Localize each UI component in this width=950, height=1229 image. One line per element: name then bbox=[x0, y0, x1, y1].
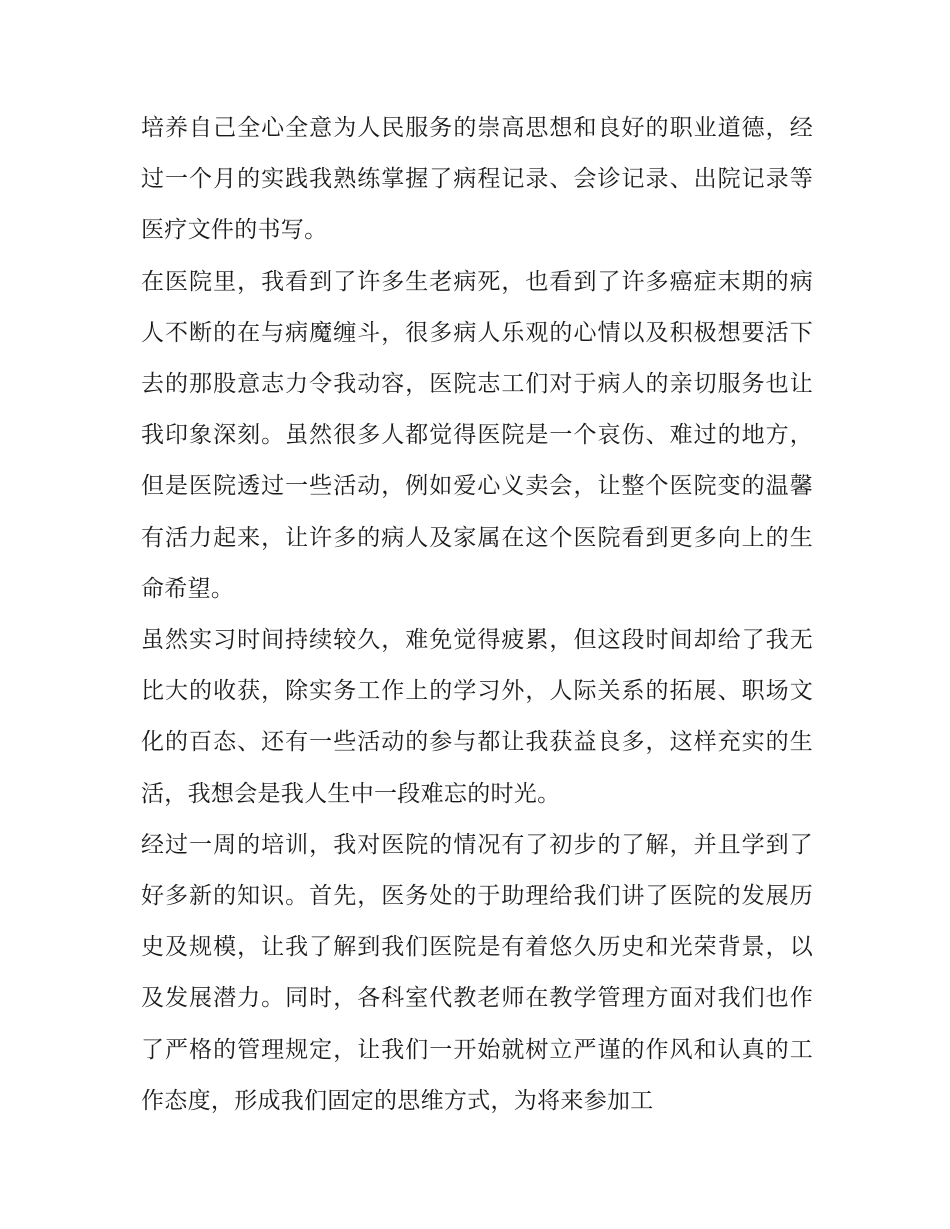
paragraph-1: 培养自己全心全意为人民服务的崇高思想和良好的职业道德，经过一个月的实践我熟练掌握了病程记录、会诊记录、出院记录等医疗文件的书写。 bbox=[141, 115, 813, 244]
paragraph-3: 虽然实习时间持续较久，难免觉得疲累，但这段时间却给了我无比大的收获，除实务工作上的学习外，人际关系的拓展、职场文化的百态、还有一些活动的参与都让我获益良多，这样充实的生活，我想会是我人生中一段难忘的时光。 bbox=[141, 627, 813, 807]
document-body bbox=[141, 103, 813, 1127]
paragraph-2: 在医院里，我看到了许多生老病死，也看到了许多癌症末期的病人不断的在与病魔缠斗，很多病人乐观的心情以及积极想要活下去的那股意志力令我动容，医院志工们对于病人的亲切服务也让我印象深刻。虽然很多人都觉得医院是一个哀伤、难过的地方，但是医院透过一些活动，例如爱心义卖会，让整个医院变的温馨有活力起来，让许多的病人及家属在这个医院看到更多向上的生命希望。 bbox=[141, 268, 813, 602]
paragraph-4: 经过一周的培训，我对医院的情况有了初步的了解，并且学到了好多新的知识。首先，医务处的于助理给我们讲了医院的发展历史及规模，让我了解到我们医院是有着悠久历史和光荣背景，以及发展潜力。同时，各科室代教老师在教学管理方面对我们也作了严格的管理规定，让我们一开始就树立严谨的作风和认真的工作态度，形成我们固定的思维方式，为将来参加工 bbox=[141, 831, 813, 1114]
